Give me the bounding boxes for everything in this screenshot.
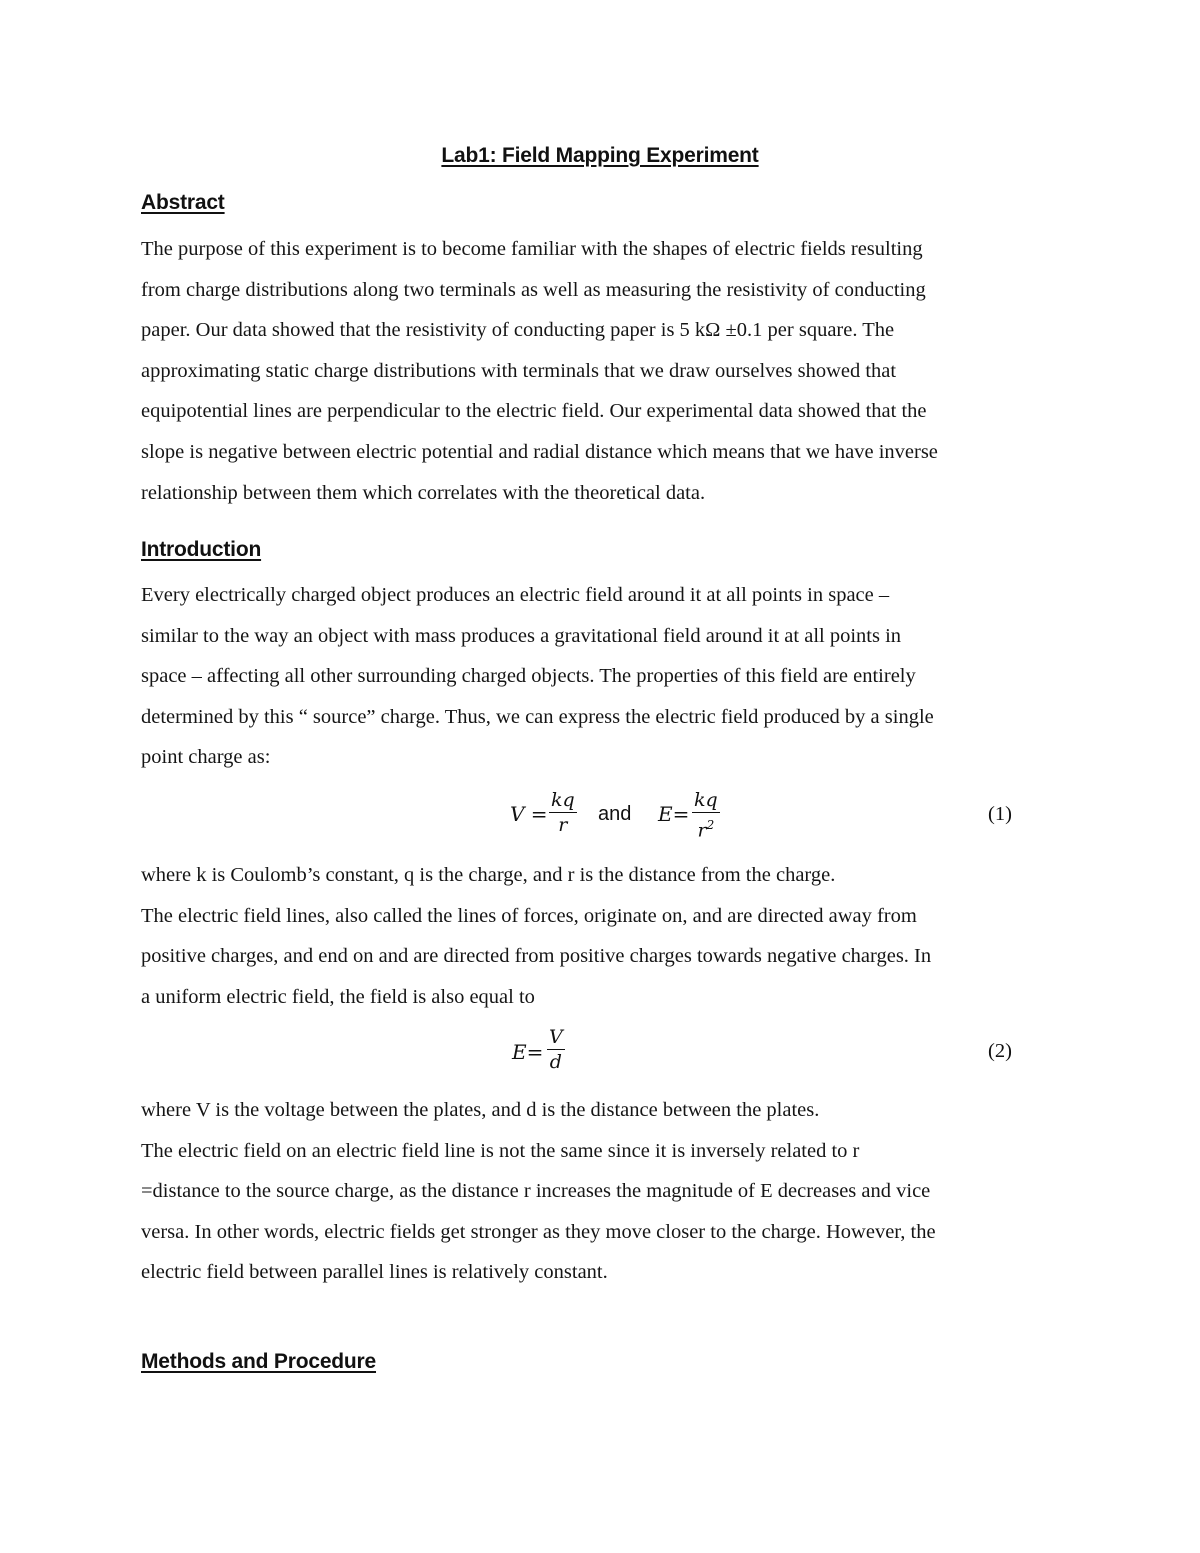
paragraph-line: =distance to the source charge, as the distance r increases the magnitude of E decreases and vice	[141, 1180, 931, 1203]
paragraph-line: versa. In other words, electric fields get stronger as they move closer to the charge. However, the	[141, 1220, 936, 1243]
paragraph-line: positive charges, and end on and are directed from positive charges towards negative charges. In	[141, 945, 932, 968]
paragraph-line: determined by this “ source” charge. Thus, we can express the electric field produced by a single	[141, 705, 934, 728]
paragraph-line: equipotential lines are perpendicular to the electric field. Our experimental data showed that the	[141, 400, 927, 423]
paragraph-line: The purpose of this experiment is to become familiar with the shapes of electric fields resulting	[141, 238, 923, 260]
paragraph-line: similar to the way an object with mass produces a gravitational field around it at all points in	[141, 624, 902, 647]
methods-heading: Methods and Procedure	[141, 1350, 377, 1373]
document-title: Lab1: Field Mapping Experiment	[441, 144, 759, 167]
paragraph-line: where V is the voltage between the plates, and d is the distance between the plates.	[141, 1099, 820, 1121]
fraction	[692, 789, 720, 841]
abstract-paragraph	[141, 229, 1059, 513]
paragraph-line: where k is Coulomb’s constant, q is the charge, and r is the distance from the charge.	[141, 864, 836, 886]
fraction-denominator: d	[549, 1051, 562, 1073]
paragraph-line: paper. Our data showed that the resistivity of conducting paper is 5 kΩ ±0.1 per square. The	[141, 319, 895, 342]
equation-number: (1)	[988, 803, 1012, 825]
introduction-paragraph-2	[141, 855, 1059, 1017]
equation-number: (2)	[988, 1040, 1012, 1062]
fraction-numerator: kq	[551, 789, 575, 811]
paragraph-line: The electric field on an electric field line is not the same since it is inversely related to r	[141, 1139, 860, 1162]
equation-lhs: E=	[512, 1040, 544, 1064]
paragraph-line: relationship between them which correlates with the theoretical data.	[141, 481, 706, 504]
equation-conjunction: and	[598, 803, 632, 825]
equation-lhs: E=	[658, 802, 690, 826]
introduction-paragraph-1	[141, 575, 1059, 778]
paragraph-line: from charge distributions along two terminals as well as measuring the resistivity of conducting	[141, 278, 926, 301]
fraction-numerator: kq	[694, 789, 718, 811]
fraction-denominator: r	[558, 814, 568, 836]
paragraph-line: Every electrically charged object produces an electric field around it at all points in space –	[141, 584, 890, 606]
abstract-heading: Abstract	[141, 191, 225, 214]
paragraph-line: a uniform electric field, the field is also equal to	[141, 985, 535, 1008]
paragraph-line: space – affecting all other surrounding charged objects. The properties of this field are entirely	[141, 665, 916, 688]
paragraph-line: electric field between parallel lines is relatively constant.	[141, 1261, 608, 1284]
paragraph-line: point charge as:	[141, 746, 271, 769]
fraction	[547, 1026, 565, 1073]
introduction-heading: Introduction	[141, 538, 262, 561]
fraction	[549, 789, 577, 836]
paragraph-line: slope is negative between electric potential and radial distance which means that we have inverse	[141, 440, 938, 463]
fraction-numerator: V	[549, 1026, 563, 1048]
paragraph-line: approximating static charge distributions with terminals that we draw ourselves showed that	[141, 359, 897, 382]
denominator-base: r	[697, 819, 707, 842]
denominator-exponent: 2	[706, 818, 715, 832]
introduction-paragraph-3	[141, 1090, 1059, 1293]
fraction-denominator	[697, 813, 714, 841]
paragraph-line: The electric field lines, also called the lines of forces, originate on, and are directed away from	[141, 904, 917, 927]
equation-lhs: V =	[510, 802, 548, 826]
